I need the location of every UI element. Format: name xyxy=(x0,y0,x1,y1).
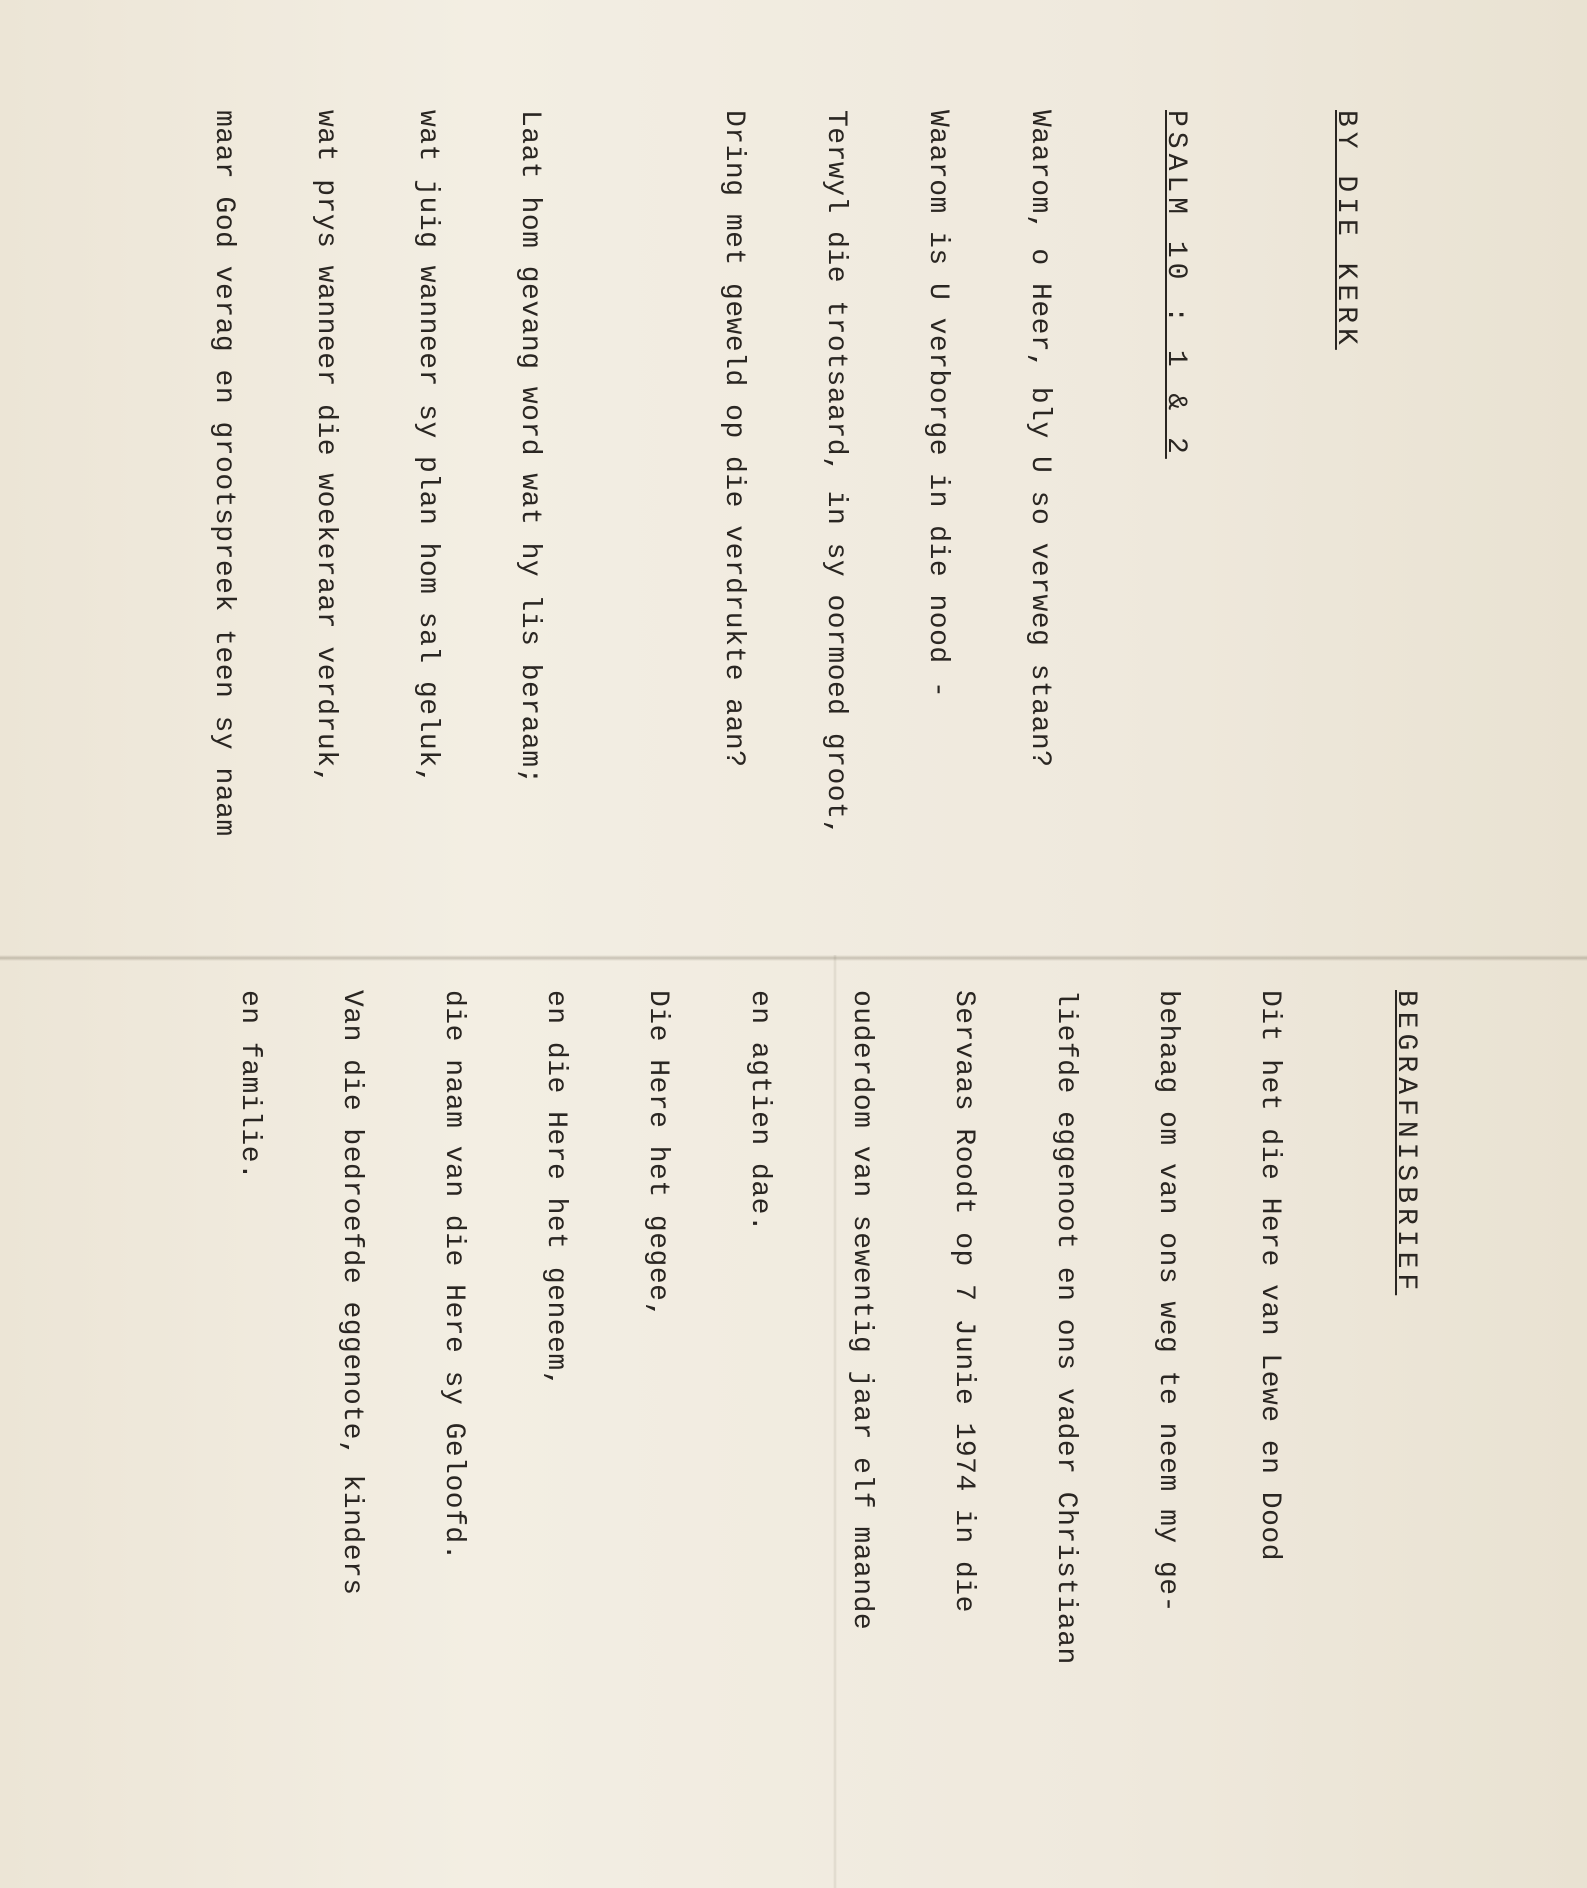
psalm-10-heading: PSALM 10 : 1 & 2 xyxy=(1160,110,1191,459)
letter-heading: BEGRAFNISBRIEF xyxy=(1390,990,1421,1296)
psalm-10-line: maar God verag en grootspreek teen sy naam xyxy=(208,110,239,837)
letter-line: ouderdom van sewentig jaar elf maande xyxy=(846,990,877,1631)
psalm-10-line: Laat hom gevang word wat hy lis beraam; xyxy=(514,110,545,785)
psalm-10-line: Waarom, o Heer, bly U so verweg staan? xyxy=(1024,110,1055,768)
letter-line: Servaas Roodt op 7 Junie 1974 in die xyxy=(948,990,979,1613)
letter-line: die naam van die Here sy Geloofd. xyxy=(438,990,469,1561)
letter-line: liefde eggenoot en ons vader Christiaan xyxy=(1050,990,1081,1665)
letter-line: en die Here het geneem, xyxy=(540,990,571,1388)
bottom-panel xyxy=(0,990,1490,1810)
top-panel xyxy=(0,110,1430,950)
letter-line: Die Here het gegee, xyxy=(642,990,673,1319)
letter-line: en agtien dae. xyxy=(744,990,775,1233)
letter-line: Dit het die Here van Lewe en Dood xyxy=(1254,990,1285,1561)
church-heading: BY DIE KERK xyxy=(1330,110,1361,350)
psalm-10-line: wat juig wanneer sy plan hom sal geluk, xyxy=(412,110,443,785)
letter-line: Van die bedroefde eggenote, kinders xyxy=(336,990,367,1596)
psalm-10-line: Waarom is U verborge in die nood - xyxy=(922,110,953,699)
psalm-10-line: Terwyl die trotsaard, in sy oormoed groot, xyxy=(820,110,851,837)
letter-line: behaag om van ons weg te neem my ge- xyxy=(1152,990,1183,1613)
psalm-10-line: Dring met geweld op die verdrukte aan? xyxy=(718,110,749,768)
horizontal-fold-line xyxy=(0,955,1587,961)
letter-line: en familie. xyxy=(234,990,265,1181)
psalm-10-line: wat prys wanneer die woekeraar verdruk, xyxy=(310,110,341,785)
